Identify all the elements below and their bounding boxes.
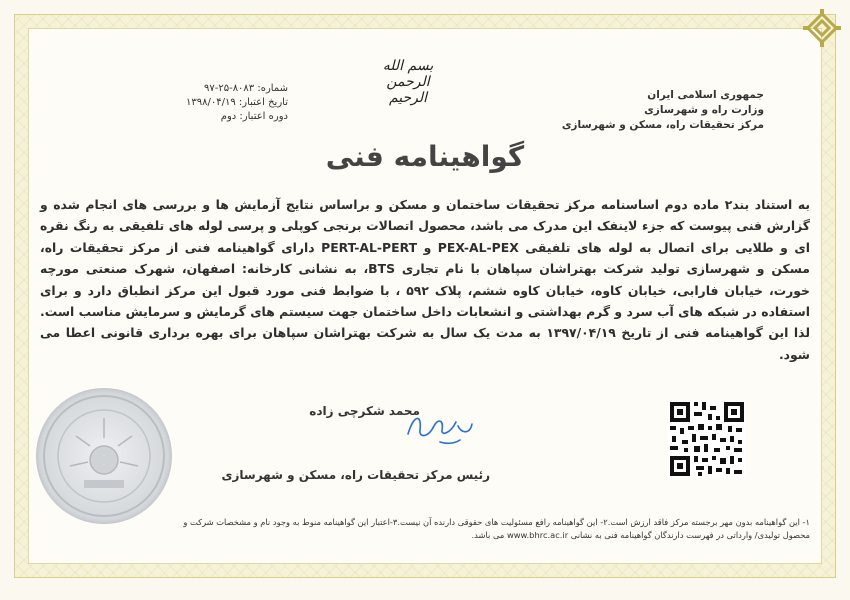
issuer-center: مرکز تحقیقات راه، مسکن و شهرسازی	[561, 119, 764, 131]
issuer-country: جمهوری اسلامی ایران	[647, 89, 764, 101]
bismillah-calligraphy: بسم الله الرحمن الرحیم	[382, 58, 434, 106]
signer-name: محمد شکرچی زاده	[309, 404, 420, 418]
certificate-number: شماره: ۸۰۸۳-۲۵-۹۷	[203, 83, 288, 94]
validity-date: تاریخ اعتبار: ۱۳۹۸/۰۴/۱۹	[186, 97, 288, 108]
issuer-block	[504, 88, 764, 133]
footnotes	[60, 516, 810, 542]
validity-period: دوره اعتبار: دوم	[220, 111, 288, 122]
qr-code-icon[interactable]	[668, 400, 746, 478]
certificate-meta	[68, 82, 288, 124]
seal-emblem-icon	[36, 388, 172, 524]
certificate-body: به استناد بند۲ ماده دوم اساسنامه مرکز تحقیقات ساختمان و مسکن و براساس نتایج آزمایش ها و بررسی های انجام شده و گزارش فنی پیوست که جزء لاینفک این مدرک می باشد، محصول اتصالات برنجی کوپلی و پرسی لوله های تلفیقی به رنگ نقره ای و طلایی برای اتصال به لوله های تلفیقی PEX-AL-PEX و PERT-AL-PERT دارای گواهینامه فنی از مرکز تحقیقات راه، مسکن و شهرسازی تولید شرکت بهتراشان سپاهان با نام تجاری BTS، به نشانی کارخانه: اصفهان، شهرک صنعتی مورچه خورت، خیابان فارابی، خیابان کاوه، خیابان کاوه ششم، پلاک ۵۹۲ ، با ضوابط فنی مورد قبول این مرکز انطباق دارد و برای استفاده در شبکه های آب سرد و گرم بهداشتی و انشعابات داخل ساختمان جهت سیستم های گرمایش و سرمایش مناسب است. لذا این گواهینامه فنی از تاریخ ۱۳۹۷/۰۴/۱۹ به مدت یک سال به شرکت بهتراشان سپاهان برای بهره برداری قانونی اعطا می شود.	[40, 197, 810, 362]
footnote-line-1: ۱- این گواهینامه بدون مهر برجسته مرکز فاقد ارزش است.۲- این گواهینامه رافع مسئولیت های حقوقی دارنده آن نیست.۳-اعتبار این گواهینامه منوط به وجود نام و مشخصات شرکت و	[183, 517, 810, 527]
issuer-ministry: وزارت راه و شهرسازی	[644, 104, 764, 116]
page-title: گواهینامه فنی	[325, 140, 525, 173]
embossed-seal	[36, 388, 172, 524]
footnote-line-2: محصول تولیدی/ وارداتی در فهرست دارندگان گواهینامه فنی به نشانی www.bhrc.ac.ir می باشد.	[471, 530, 810, 540]
signer-title: رئیس مرکز تحقیقات راه، مسکن و شهرسازی	[221, 468, 490, 482]
corner-ornament-icon	[800, 6, 844, 50]
signature-icon	[400, 404, 490, 448]
